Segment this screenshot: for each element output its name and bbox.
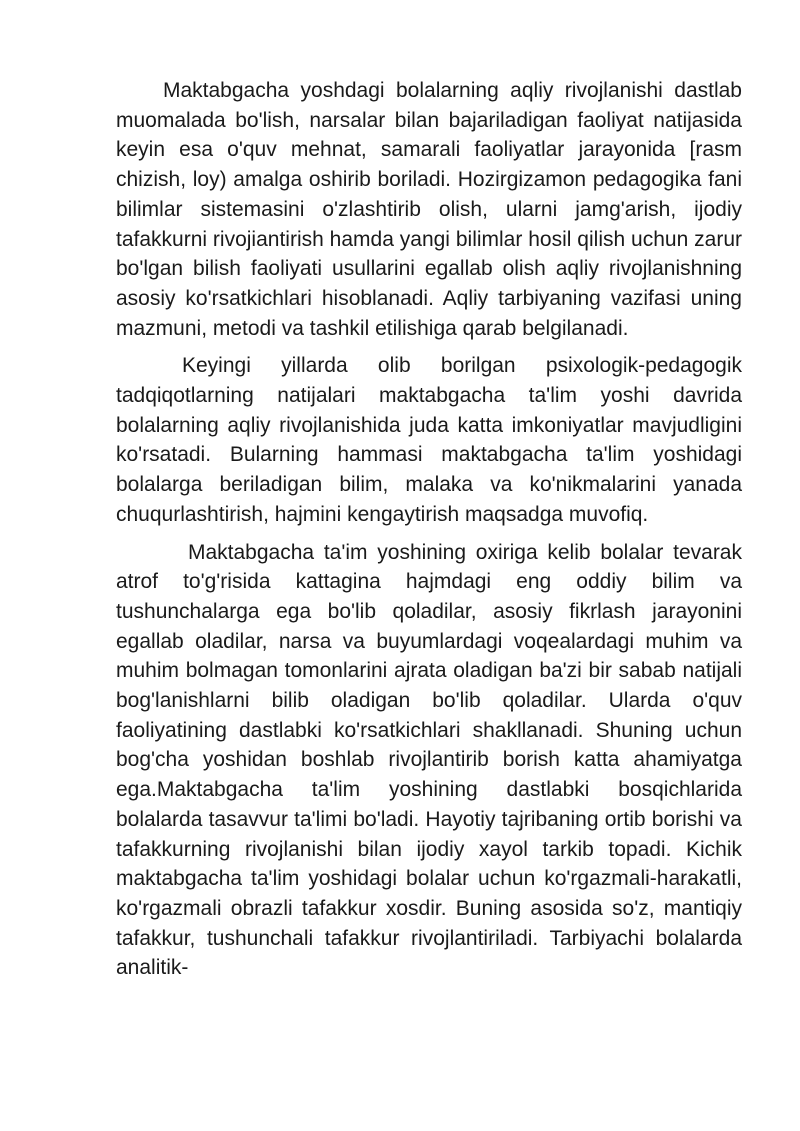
paragraph-2: Keyingi yillarda olib borilgan psixologik-pedagogik tadqiqotlarning natijalari maktabgacha ta'lim yoshi davrida bolalarning aqliy rivojlanishida juda katta imkoniyatlar mavjudligini ko'rsatadi. Bularning hammasi maktabgacha ta'lim yoshidagi bolalarga beriladigan bilim, malaka va ko'nikmalarini yanada chuqurlashtirish, hajmini kengaytirish maqsadga muvofiq. bbox=[116, 354, 742, 526]
paragraph-1: Maktabgacha yoshdagi bolalarning aqliy rivojlanishi dastlab muomalada bo'lish, narsalar bilan bajariladigan faoliyat natijasida keyin esa o'quv mehnat, samarali faoliyatlar jarayonida [rasm chizish, loy) amalga oshirib boriladi. Hozirgizamon pedagogika fani bilimlar sistemasini o'zlashtirib olish, ularni jamg'arish, ijodiy tafakkurni rivojiantirish hamda yangi bilimlar hosil qilish uchun zarur bo'lgan bilish faoliyati usullarini egallab olish aqliy rivojlanishning asosiy ko'rsatkichlari hisoblanadi. Aqliy tarbiyaning vazifasi uning mazmuni, metodi va tashkil etilishiga qarab belgilanadi. bbox=[116, 79, 742, 340]
paragraph-3: Maktabgacha ta'im yoshining oxiriga kelib bolalar tevarak atrof to'g'risida kattagina hajmdagi eng oddiy bilim va tushunchalarga ega bo'lib qoladilar, asosiy fikrlash jarayonini egallab oladilar, narsa va buyumlardagi voqealardagi muhim va muhim bolmagan tomonlarini ajrata oladigan ba'zi bir sabab natijali bog'lanishlarni bilib oladigan bo'lib qoladilar. Ularda o'quv faoliyatining dastlabki ko'rsatkichlari shakllanadi. Shuning uchun bog'cha yoshidan boshlab rivojlantirib borish katta ahamiyatga ega.Maktabgacha ta'lim yoshining dastlabki bosqichlarida bolalarda tasavvur ta'limi bo'ladi. Hayotiy tajribaning ortib borishi va tafakkurning rivojlanishi bilan ijodiy xayol tarkib topadi. Kichik maktabgacha ta'lim yoshidagi bolalar uchun ko'rgazmali-harakatli, ko'rgazmali obrazli tafakkur xosdir. Buning asosida so'z, mantiqiy tafakkur, tushunchali tafakkur rivojlantiriladi. Tarbiyachi bolalarda analitik- bbox=[116, 540, 742, 980]
document-page bbox=[116, 76, 742, 983]
